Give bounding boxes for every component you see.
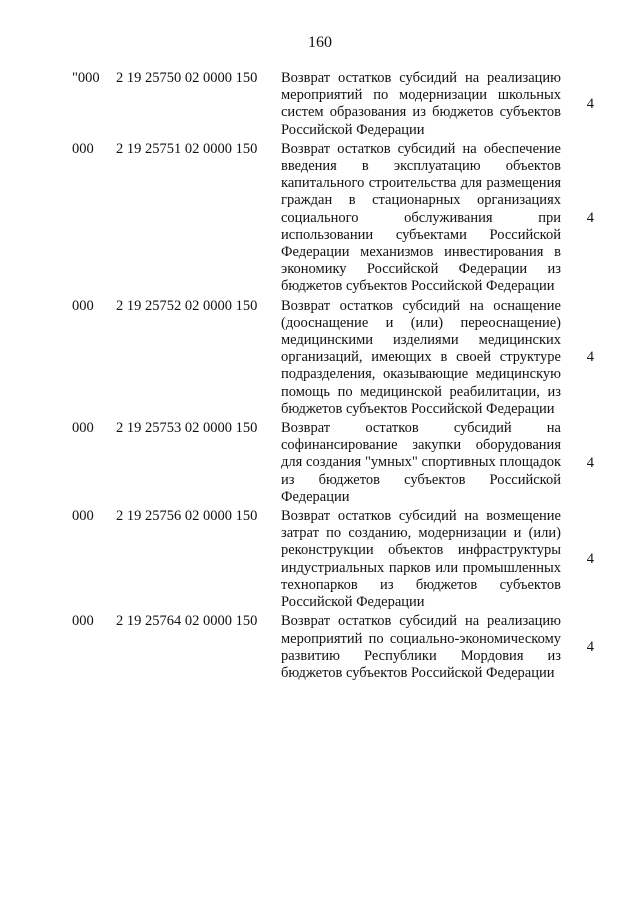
table-row — [72, 508, 612, 611]
norm-value-cell: 4 — [586, 551, 594, 568]
income-name-cell: Возврат остатков субсидий на софинансирование закупки оборудования для создания "умных" спортивных площадок из бюджетов субъектов Российской Федерации — [281, 420, 561, 505]
table-row — [72, 613, 612, 682]
income-name-cell: Возврат остатков субсидий на обеспечение введения в эксплуатацию объектов капитального строительства для размещения граждан в стационарных организациях социального обслуживания при использовании субъектами Российской Федерации механизмов инвестирования в экономику Российской Федерации из бюджетов субъектов Российской Федерации — [281, 140, 561, 295]
admin-code-cell: 000 — [72, 140, 94, 157]
admin-code-cell: "000 — [72, 70, 100, 86]
norm-value-cell: 4 — [586, 349, 594, 366]
norm-value-cell: 4 — [586, 209, 594, 226]
income-name-cell: Возврат остатков субсидий на оснащение (дооснащение и (или) переоснащение) медицинскими изделиями медицинских организаций, имеющих в своей структуре подразделения, оказывающие медицинскую помощь по медицинской реабилитации, из бюджетов субъектов Российской Федерации — [281, 297, 561, 417]
table-row — [72, 141, 612, 296]
classification-code-cell: 2 19 25752 02 0000 150 — [116, 297, 258, 314]
admin-code-cell: 000 — [72, 613, 94, 630]
admin-code-cell: 000 — [72, 508, 94, 525]
income-name-cell: Возврат остатков субсидий на возмещение затрат по созданию, модернизации и (или) реконструкции объектов инфраструктуры индустриальных парков или промышленных технопарков из бюджетов субъектов Российской Федерации — [281, 508, 561, 611]
admin-code-cell: 000 — [72, 420, 94, 437]
norm-value-cell: 4 — [586, 95, 594, 112]
table-row — [72, 420, 612, 506]
classification-code-cell: 2 19 25756 02 0000 150 — [116, 508, 258, 525]
classification-code-cell: 2 19 25750 02 0000 150 — [116, 70, 258, 86]
classification-code-cell: 2 19 25751 02 0000 150 — [116, 140, 258, 157]
classification-code-cell: 2 19 25753 02 0000 150 — [116, 420, 258, 437]
norm-value-cell: 4 — [586, 454, 594, 471]
table-row — [72, 70, 612, 139]
norm-value-cell: 4 — [586, 639, 594, 656]
income-name-cell: Возврат остатков субсидий на реализацию мероприятий по модернизации школьных систем образования из бюджетов субъектов Российской Федерации — [281, 70, 561, 138]
table-row — [72, 298, 612, 418]
budget-classification-table — [72, 70, 612, 682]
admin-code-cell: 000 — [72, 297, 94, 314]
page-number: 160 — [308, 34, 332, 51]
income-name-cell: Возврат остатков субсидий на реализацию мероприятий по социально-экономическому развитию Республики Мордовия из бюджетов субъектов Российской Федерации — [281, 613, 561, 681]
classification-code-cell: 2 19 25764 02 0000 150 — [116, 613, 258, 630]
